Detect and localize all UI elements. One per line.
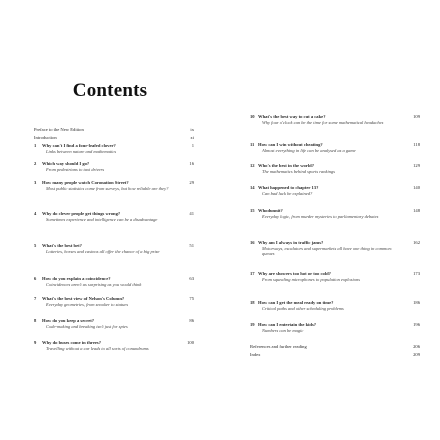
entry-subtitle: Motorways, escalators and supermarkets all have one thing in common: queues [262, 245, 393, 257]
entry-title: How can I win without cheating? [258, 142, 323, 147]
entry-title: Why do buses come in threes? [42, 340, 101, 345]
entry-number: 3 [34, 180, 37, 185]
entry-number: 18 [250, 300, 255, 305]
entry-number: 19 [250, 322, 255, 327]
entry-title: References and further reading [250, 344, 307, 349]
entry-subtitle: The mathematics behind sports rankings [262, 168, 335, 174]
entry-number: 2 [34, 161, 37, 166]
entry-subtitle: Coincidences aren't as surprising as you would think [46, 281, 142, 287]
entry-page: 173 [413, 271, 420, 276]
entry-number: 7 [34, 296, 37, 301]
entry-subtitle: Numbers can be magic [262, 327, 304, 333]
entry-page: 41 [189, 211, 194, 216]
entry-page: 162 [413, 240, 420, 245]
entry-subtitle: Critical paths and other scheduling problems [262, 305, 344, 311]
entry-page: 16 [189, 161, 194, 166]
entry-title: How many people watch Coronation Street? [42, 180, 129, 185]
entry-number: 12 [250, 163, 255, 168]
entry-number: 4 [34, 211, 37, 216]
entry-title: Why do clever people get things wrong? [42, 211, 121, 216]
entry-title: What's the best way to cut a cake? [258, 114, 326, 119]
entry-subtitle: Everyday logic, from murder mysteries to parliamentary debates [262, 213, 379, 219]
entry-page: ix [190, 127, 194, 132]
entry-number: 11 [250, 142, 255, 147]
entry-title: How do you explain a coincidence? [42, 276, 111, 281]
entry-title: Why can't I find a four-leafed clover? [42, 143, 116, 148]
entry-subtitle: Lotteries, horses and casinos all offer the chance of a big prize [46, 248, 160, 254]
entry-number: 9 [34, 340, 37, 345]
entry-subtitle: Everyday geometries, from snooker to statues [46, 301, 129, 307]
entry-title: How do you keep a secret? [42, 318, 95, 323]
entry-page: 209 [413, 352, 420, 357]
entry-page: 100 [187, 340, 194, 345]
entry-title: Index [250, 352, 261, 357]
entry-page: 1 [191, 143, 194, 148]
entry-number: 6 [34, 276, 37, 281]
entry-title: Preface to the New Edition [34, 127, 84, 132]
entry-page: 75 [189, 296, 194, 301]
entry-number: 5 [34, 243, 37, 248]
entry-number: 17 [250, 271, 255, 276]
entry-title: How can I get the meal ready on time? [258, 300, 334, 305]
entry-page: 29 [189, 180, 194, 185]
entry-subtitle: Travelling without a car leads to all sorts of conundrums [46, 345, 149, 351]
entry-subtitle: Almost everything in life can be analysed as a game [262, 147, 356, 153]
entry-title: Why am I always in traffic jams? [258, 240, 324, 245]
entry-subtitle: Sometimes experience and intelligence can be a disadvantage [46, 216, 158, 222]
entry-page: 129 [413, 163, 420, 168]
entry-subtitle: From squealing microphones to population explosions [262, 276, 361, 282]
entry-page: xi [190, 135, 194, 140]
entry-title: How can I entertain the kids? [258, 322, 317, 327]
entry-page: 196 [413, 322, 420, 327]
entry-page: 148 [413, 208, 420, 213]
page-title: Contents [72, 80, 148, 101]
entry-page: 140 [413, 185, 420, 190]
entry-page: 63 [189, 276, 194, 281]
entry-number: 16 [250, 240, 255, 245]
entry-title: Whodunnit? [258, 208, 283, 213]
entry-title: What's the best bet? [42, 243, 82, 248]
entry-number: 14 [250, 185, 255, 190]
entry-subtitle: Code-making and breaking isn't just for spies [46, 323, 128, 329]
entry-page: 51 [189, 243, 194, 248]
entry-number: 1 [34, 143, 37, 148]
entry-title: What's the best view of Nelson's Column? [42, 296, 125, 301]
entry-subtitle: Why four o'clock can be the time for some mathematical headaches [262, 119, 384, 125]
entry-page: 118 [413, 142, 420, 147]
entry-page: 186 [413, 300, 420, 305]
entry-subtitle: From pedestrians to taxi drivers [46, 166, 105, 172]
entry-page: 86 [189, 318, 194, 323]
entry-title: Which way should I go? [42, 161, 90, 166]
entry-number: 8 [34, 318, 37, 323]
entry-subtitle: Can bad luck be explained? [262, 190, 313, 196]
entry-number: 10 [250, 114, 255, 119]
entry-title: Why are showers too hot or too cold? [258, 271, 331, 276]
entry-title: Who's the best in the world? [258, 163, 315, 168]
entry-subtitle: Links between nature and mathematics [46, 148, 117, 154]
entry-page: 109 [413, 114, 420, 119]
entry-page: 206 [413, 344, 420, 349]
entry-title: What happened to chapter 13? [258, 185, 319, 190]
entry-subtitle: Most public statistics come from surveys, but how reliable are they? [46, 185, 169, 191]
entry-number: 15 [250, 208, 255, 213]
entry-title: Introduction [34, 135, 57, 140]
